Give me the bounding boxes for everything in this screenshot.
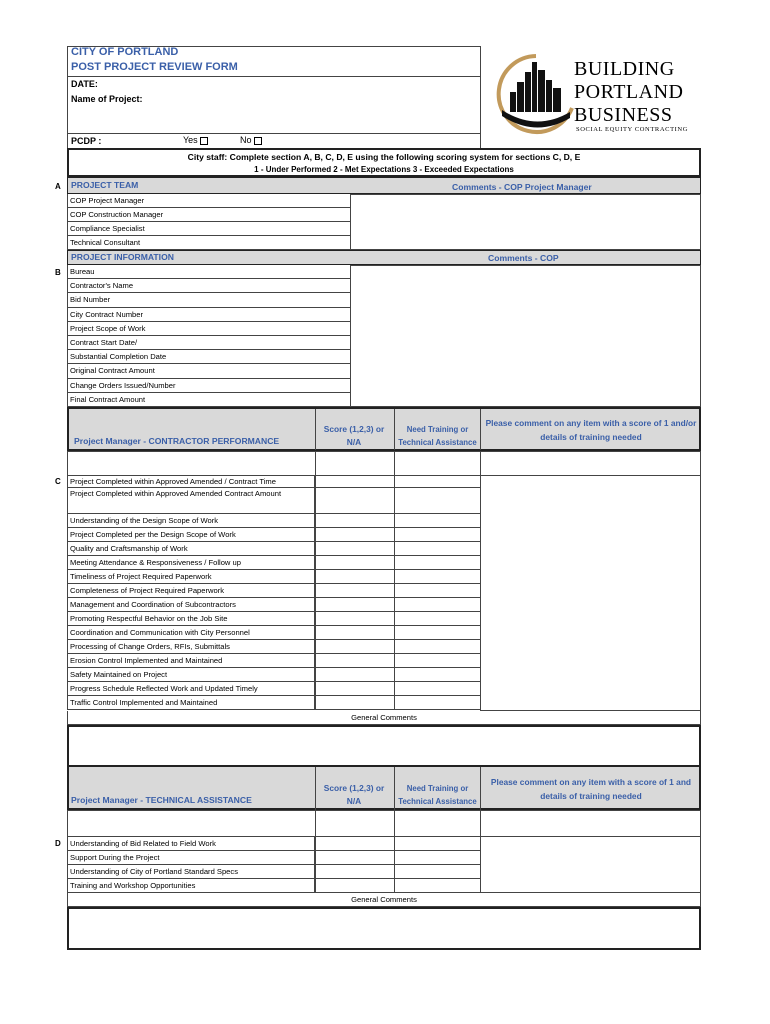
score-cell[interactable]	[315, 528, 395, 542]
table-row	[67, 364, 351, 378]
training-cell[interactable]	[394, 696, 481, 710]
table-row	[67, 514, 315, 528]
row-label: Meeting Attendance & Responsiveness / Follow up	[70, 558, 241, 567]
form-title-line2: POST PROJECT REVIEW FORM	[71, 61, 238, 73]
row-label: Timeliness of Project Required Paperwork	[70, 572, 212, 581]
row-label: Understanding of City of Portland Standard Specs	[70, 867, 239, 876]
divider	[67, 76, 481, 77]
score-cell[interactable]	[315, 584, 395, 598]
row-label: Processing of Change Orders, RFIs, Submittals	[70, 642, 230, 651]
section-c-general-comments-field[interactable]	[67, 725, 701, 767]
training-cell[interactable]	[394, 570, 481, 584]
row-label: Progress Schedule Reflected Work and Updated Timely	[70, 684, 258, 693]
table-row	[67, 528, 315, 542]
table-row	[67, 322, 351, 336]
yes-label: Yes	[183, 135, 198, 145]
table-row	[67, 612, 315, 626]
date-label: DATE:	[71, 79, 98, 89]
score-cell[interactable]	[315, 851, 395, 865]
row-label: Technical Consultant	[70, 238, 141, 247]
row-label: Training and Workshop Opportunities	[70, 881, 196, 890]
section-a-title: PROJECT TEAM	[71, 180, 139, 190]
table-row	[67, 654, 315, 668]
pcdp-yes-option[interactable]	[183, 135, 208, 145]
logo-tagline: SOCIAL EQUITY CONTRACTING	[576, 126, 689, 133]
row-label: Management and Coordination of Subcontractors	[70, 600, 236, 609]
training-cell[interactable]	[394, 528, 481, 542]
score-cell[interactable]	[315, 556, 395, 570]
divider	[394, 767, 395, 810]
section-c-score-header: Score (1,2,3) or N/A	[323, 424, 385, 447]
form-title-line1: CITY OF PORTLAND	[71, 46, 179, 58]
section-c-training-header: Need Training or Technical Assistance	[398, 425, 477, 447]
section-d-training-header: Need Training or Technical Assistance	[398, 784, 477, 806]
score-cell[interactable]	[315, 612, 395, 626]
row-label: COP Project Manager	[70, 196, 145, 205]
table-row	[67, 626, 315, 640]
instructions-line2: 1 - Under Performed 2 - Met Expectations 3 - Exceeded Expectations	[254, 165, 514, 174]
row-label: Contract Start Date/	[70, 338, 138, 347]
row-label: Project Completed within Approved Amended / Contract Time	[70, 477, 276, 486]
project-name-label: Name of Project:	[71, 94, 143, 104]
section-d-letter: D	[55, 839, 61, 848]
training-cell[interactable]	[394, 514, 481, 528]
divider	[480, 767, 481, 810]
score-cell[interactable]	[315, 598, 395, 612]
row-label: Original Contract Amount	[70, 366, 155, 376]
row-label: Project Completed within Approved Amended Contract Amount	[70, 489, 282, 498]
divider	[67, 133, 481, 134]
table-row	[67, 682, 315, 696]
training-cell[interactable]	[394, 682, 481, 696]
training-cell[interactable]	[394, 476, 481, 488]
training-cell[interactable]	[394, 837, 481, 851]
divider	[394, 810, 395, 837]
logo-line1: BUILDING	[574, 58, 675, 80]
score-cell[interactable]	[315, 488, 395, 514]
training-cell[interactable]	[394, 612, 481, 626]
table-row	[67, 668, 315, 682]
logo-line3: BUSINESS	[574, 104, 673, 126]
no-checkbox[interactable]	[254, 137, 262, 145]
section-c-letter: C	[55, 477, 61, 486]
section-a-comments-field[interactable]	[350, 194, 701, 250]
score-cell[interactable]	[315, 865, 395, 879]
section-d-score-header: Score (1,2,3) or N/A	[323, 783, 385, 806]
row-label: Final Contract Amount	[70, 394, 146, 404]
score-cell[interactable]	[315, 668, 395, 682]
table-row	[67, 584, 315, 598]
section-a-comments-title: Comments - COP Project Manager	[452, 182, 592, 192]
training-cell[interactable]	[394, 865, 481, 879]
row-label: Traffic Control Implemented and Maintained	[70, 698, 218, 707]
section-d-comment-column[interactable]	[480, 810, 701, 893]
training-cell[interactable]	[394, 640, 481, 654]
row-label: Coordination and Communication with City Personnel	[70, 628, 250, 637]
section-a-header-bar	[67, 177, 701, 194]
row-label: Bid Number	[70, 295, 111, 305]
row-label: Project Scope of Work	[70, 323, 146, 333]
section-a-letter: A	[55, 182, 61, 191]
score-cell[interactable]	[315, 476, 395, 488]
yes-checkbox[interactable]	[200, 137, 208, 145]
training-cell[interactable]	[394, 542, 481, 556]
table-row	[67, 336, 351, 350]
row-label: Bureau	[70, 267, 95, 276]
score-cell[interactable]	[315, 626, 395, 640]
section-d-comment-header: Please comment on any item with a score of 1 and details of training needed	[490, 777, 692, 801]
row-label: COP Construction Manager	[70, 210, 164, 219]
table-row	[67, 393, 351, 407]
row-label: Quality and Craftsmanship of Work	[70, 544, 188, 553]
section-b-comments-field[interactable]	[350, 265, 701, 407]
table-row	[67, 208, 351, 222]
skyline-icon	[496, 52, 576, 136]
row-label: City Contract Number	[70, 309, 144, 319]
row-label: Contractor's Name	[70, 281, 134, 291]
score-cell[interactable]	[315, 570, 395, 584]
general-comments-text: General Comments	[351, 713, 417, 722]
row-label: Change Orders Issued/Number	[70, 380, 176, 390]
table-row	[67, 476, 315, 488]
row-label: Completeness of Project Required Paperwork	[70, 586, 225, 595]
training-cell[interactable]	[394, 879, 481, 893]
section-d-title: Project Manager - TECHNICAL ASSISTANCE	[71, 795, 252, 805]
general-comments-text: General Comments	[351, 895, 417, 904]
section-b-letter: B	[55, 268, 61, 277]
table-row	[67, 837, 315, 851]
section-c-general-comments-label	[67, 711, 701, 725]
table-row	[67, 488, 315, 514]
table-row	[67, 598, 315, 612]
score-cell[interactable]	[315, 514, 395, 528]
table-row	[67, 865, 315, 879]
divider	[394, 451, 395, 476]
score-cell[interactable]	[315, 837, 395, 851]
divider	[480, 409, 481, 450]
table-row	[67, 222, 351, 236]
table-row	[67, 542, 315, 556]
divider	[315, 451, 316, 476]
section-d-general-comments-field[interactable]	[67, 907, 701, 950]
table-row	[67, 570, 315, 584]
training-cell[interactable]	[394, 584, 481, 598]
table-row	[67, 308, 351, 322]
row-label: Promoting Respectful Behavior on the Job Site	[70, 614, 228, 623]
training-cell[interactable]	[394, 556, 481, 570]
training-cell[interactable]	[394, 598, 481, 612]
pcdp-no-option[interactable]	[240, 135, 262, 145]
divider	[315, 810, 316, 837]
training-cell[interactable]	[394, 654, 481, 668]
table-row	[67, 194, 351, 208]
pcdp-label: PCDP :	[71, 136, 102, 146]
table-row	[67, 279, 351, 293]
table-row	[67, 293, 351, 307]
score-cell[interactable]	[315, 654, 395, 668]
row-label: Compliance Specialist	[70, 224, 145, 233]
row-label: Support During the Project	[70, 853, 160, 862]
table-row	[67, 851, 315, 865]
project-name-field[interactable]	[150, 92, 480, 132]
table-row	[67, 556, 315, 570]
table-row	[67, 640, 315, 654]
training-cell[interactable]	[394, 851, 481, 865]
score-cell[interactable]	[315, 696, 395, 710]
section-c-comment-column[interactable]	[480, 451, 701, 711]
no-label: No	[240, 135, 252, 145]
row-label: Understanding of the Design Scope of Work	[70, 516, 219, 525]
row-label: Erosion Control Implemented and Maintained	[70, 656, 223, 665]
section-c-title: Project Manager - CONTRACTOR PERFORMANCE	[74, 436, 280, 446]
score-cell[interactable]	[315, 542, 395, 556]
table-row	[67, 236, 351, 250]
row-label: Safety Maintained on Project	[70, 670, 168, 679]
row-label: Project Completed per the Design Scope of Work	[70, 530, 236, 539]
table-row	[67, 265, 351, 279]
row-label: Understanding of Bid Related to Field Work	[70, 839, 216, 848]
section-b-comments-title: Comments - COP	[488, 253, 559, 263]
section-c-comment-header: Please comment on any item with a score of 1 and/or details of training needed	[485, 418, 697, 442]
score-cell[interactable]	[315, 640, 395, 654]
training-cell[interactable]	[394, 626, 481, 640]
table-row	[67, 379, 351, 393]
training-cell[interactable]	[394, 668, 481, 682]
training-cell[interactable]	[394, 488, 481, 514]
instructions-line1: City staff: Complete section A, B, C, D, E using the following scoring system for sections C, D, E	[187, 152, 581, 162]
building-portland-business-logo	[496, 52, 696, 140]
score-cell[interactable]	[315, 682, 395, 696]
row-label: Substantial Completion Date	[70, 352, 167, 362]
table-row	[67, 696, 315, 710]
divider	[394, 409, 395, 450]
section-b-title: PROJECT INFORMATION	[71, 252, 174, 262]
section-d-general-comments-label	[67, 893, 701, 907]
table-row	[67, 350, 351, 364]
logo-line2: PORTLAND	[574, 81, 684, 103]
table-row	[67, 879, 315, 893]
date-field[interactable]	[110, 78, 480, 90]
score-cell[interactable]	[315, 879, 395, 893]
